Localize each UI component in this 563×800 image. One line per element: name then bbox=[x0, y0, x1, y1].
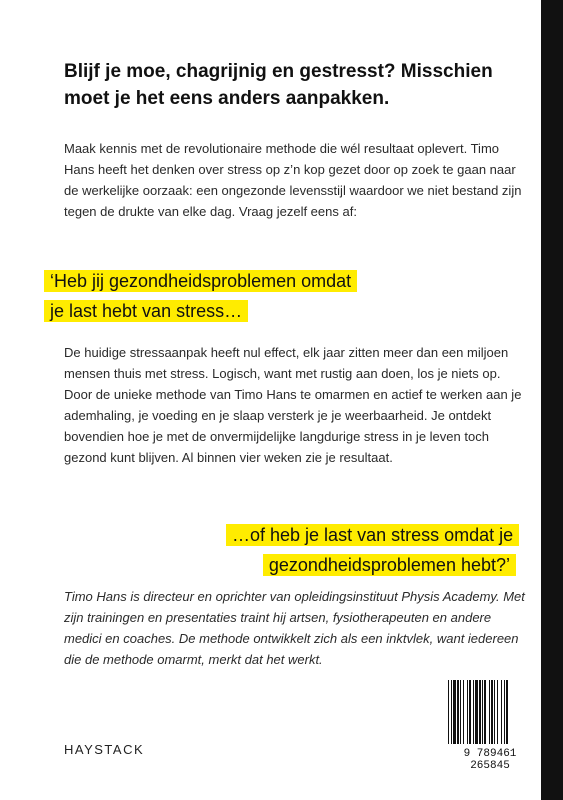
book-spine-edge bbox=[541, 0, 563, 800]
headline: Blijf je moe, chagrijnig en gestresst? Misschien moet je het eens anders aanpakken. bbox=[64, 61, 493, 109]
isbn-number: 9 789461 265845 bbox=[463, 748, 517, 772]
highlight-quote-1 bbox=[44, 266, 364, 326]
barcode bbox=[446, 680, 534, 770]
barcode-icon bbox=[446, 680, 534, 746]
intro-paragraph: Maak kennis met de revolutionaire methode die wél resultaat oplevert. Timo Hans heeft het denken over stress op z’n kop gezet door op zoek te gaan naar de werkelijke oorzaak: een ongezonde levensstijl waardoor we niet bestand zijn tegen de drukte van elke dag. Vraag jezelf eens af: bbox=[64, 141, 522, 219]
author-bio: Timo Hans is directeur en oprichter van opleidingsinstituut Physis Academy. Met zijn trainingen en presentaties traint hij artsen, fysiotherapeuten en andere medici en coaches. De methode ontwikkelt zich als een inktvlek, want iedereen die de methode omarmt, merkt dat het werkt. bbox=[64, 589, 525, 667]
quote-2-text: …of heb je last van stress omdat je gezondheidsproblemen hebt?’ bbox=[226, 524, 519, 576]
highlight-quote-2 bbox=[226, 520, 516, 580]
quote-1-text: ‘Heb jij gezondheidsproblemen omdat je last hebt van stress… bbox=[44, 270, 357, 322]
publisher-logo: HAYSTACK bbox=[64, 742, 145, 757]
body-paragraph: De huidige stressaanpak heeft nul effect, elk jaar zitten meer dan een miljoen mensen thuis met stress. Logisch, want met rustig aan doen, los je niets op. Door de unieke methode van Timo Hans te omarmen en actief te werken aan je ademhaling, je voeding en je slaap versterk je je weerbaarheid. Je ontdekt bovendien hoe je met de onvermijdelijke langdurige stress in je leven toch gezond kunt blijven. Al binnen vier weken zie je resultaat. bbox=[64, 345, 522, 465]
